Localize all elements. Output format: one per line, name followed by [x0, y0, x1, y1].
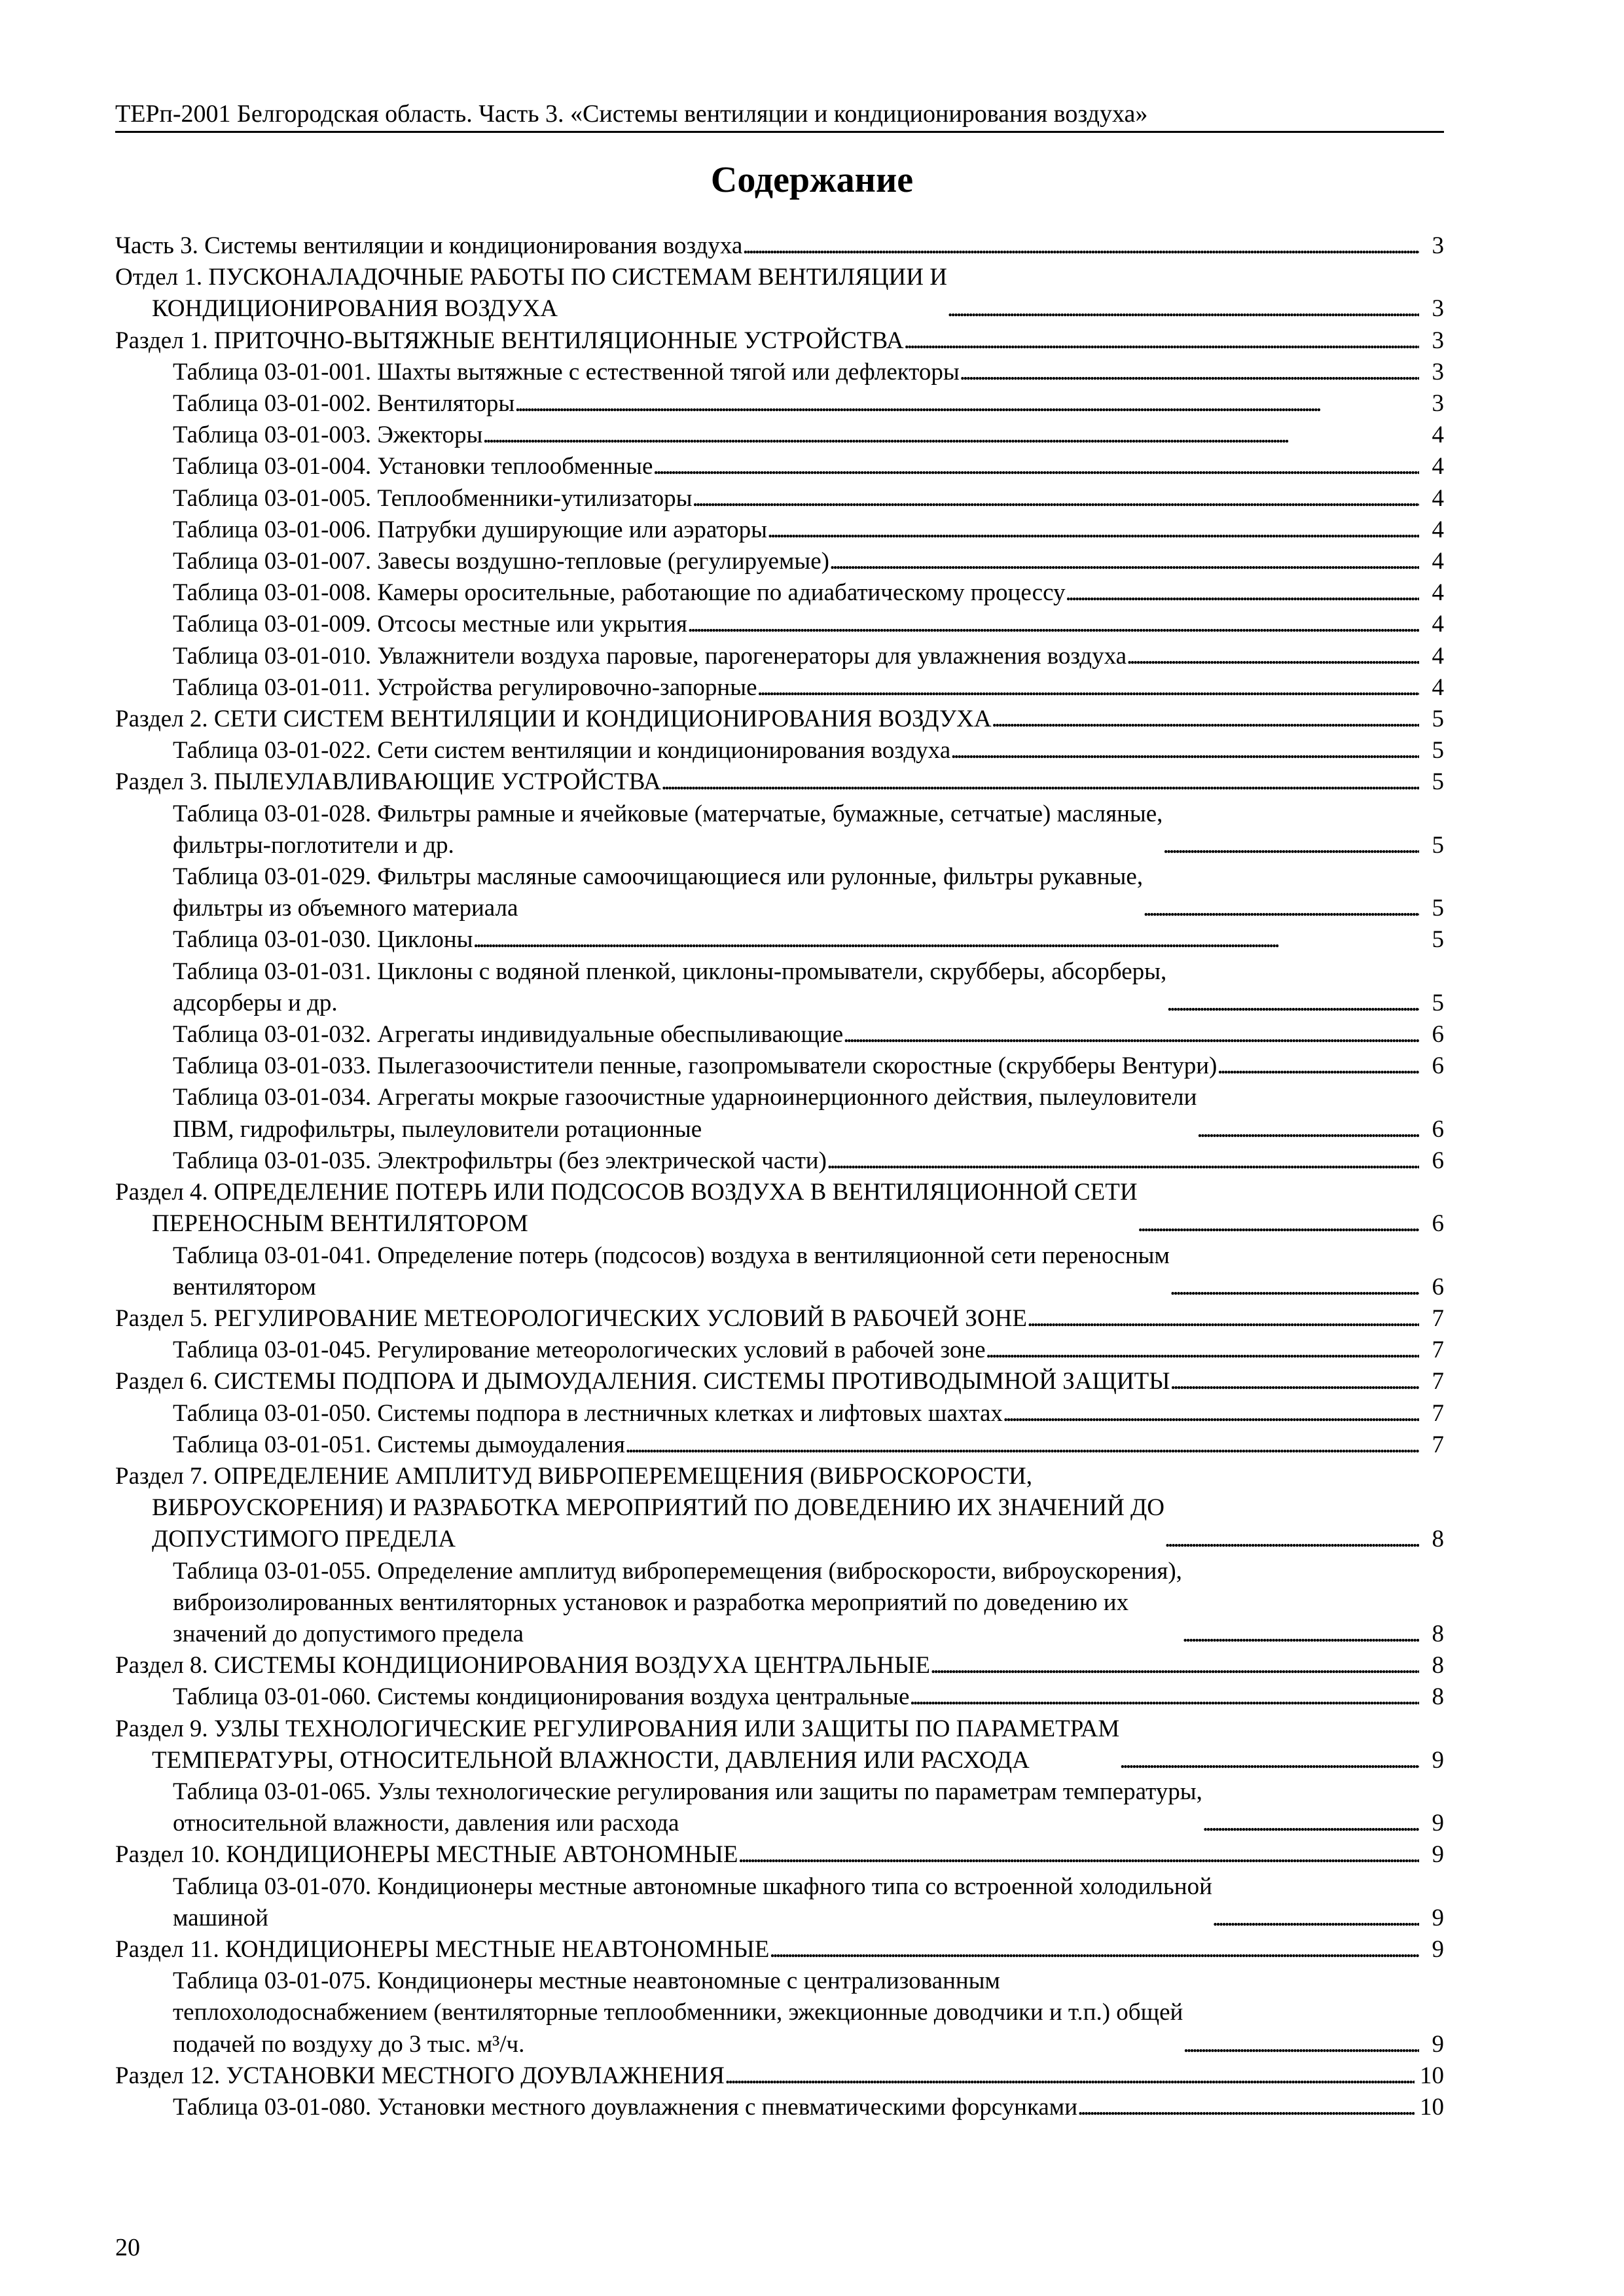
dot-leader — [1202, 1808, 1419, 1839]
toc-page-number: 9 — [1432, 1746, 1444, 1774]
toc-section-entry[interactable] — [115, 1303, 1444, 1335]
toc-entry-line: Таблица 03-01-007. Завесы воздушно-тепловые (регулируемые) — [173, 548, 829, 575]
toc-entry-line: Таблица 03-01-060. Системы кондиционирования воздуха центральные — [173, 1683, 910, 1711]
toc-entry-line: относительной влажности, давления или расхода — [173, 1810, 679, 1837]
toc-entry-text — [115, 2060, 725, 2092]
toc-entry-line: виброизолированных вентиляторных установок и разработка мероприятий по доведению их — [173, 1588, 1129, 1616]
dot-leader — [904, 325, 1419, 357]
toc-page-number: 4 — [1432, 453, 1444, 480]
toc-entry-text — [173, 735, 950, 766]
toc-page-number: 5 — [1432, 737, 1444, 764]
toc-entry-text — [173, 514, 767, 546]
dot-leader — [829, 546, 1419, 577]
toc-entry-text — [173, 1871, 1212, 1934]
toc-entry-line: Часть 3. Системы вентиляции и кондиционирования воздуха — [115, 232, 743, 259]
toc-section-entry[interactable] — [115, 2060, 1444, 2092]
toc-entry-line: Таблица 03-01-075. Кондиционеры местные неавтономные с централизованным — [173, 1967, 1000, 1995]
toc-page-number: 9 — [1432, 1935, 1444, 1963]
toc-section-entry[interactable] — [115, 325, 1444, 357]
toc-entry-line: ПВМ, гидрофильтры, пылеуловители ротационные — [173, 1115, 702, 1143]
toc-entry-line: Раздел 5. РЕГУЛИРОВАНИЕ МЕТЕОРОЛОГИЧЕСКИХ УСЛОВИЙ В РАБОЧЕЙ ЗОНЕ — [115, 1304, 1027, 1332]
dot-leader — [738, 1839, 1419, 1871]
dot-leader — [769, 1934, 1419, 1965]
dot-leader — [960, 357, 1419, 388]
toc-entry-text — [173, 1965, 1183, 2060]
toc-table-entry[interactable] — [115, 672, 1444, 704]
toc-entry-text — [173, 861, 1143, 924]
dot-leader — [687, 609, 1419, 640]
toc-entry-text — [173, 546, 829, 577]
dot-leader — [473, 924, 1419, 956]
toc-entry-line: Таблица 03-01-005. Теплообменники-утилизаторы — [173, 484, 693, 512]
toc-entry-line: Таблица 03-01-010. Увлажнители воздуха паровые, парогенераторы для увлажнения воздуха — [173, 642, 1127, 670]
toc-entry-text — [173, 357, 960, 388]
toc-entry-line: Таблица 03-01-045. Регулирование метеорологических условий в рабочей зоне — [173, 1336, 986, 1364]
toc-entry-line: Таблица 03-01-030. Циклоны — [173, 926, 473, 954]
toc-table-entry[interactable] — [115, 1965, 1444, 2060]
toc-page-number: 3 — [1432, 327, 1444, 354]
toc-entry-line: Раздел 9. УЗЛЫ ТЕХНОЛОГИЧЕСКИЕ РЕГУЛИРОВАНИЯ ИЛИ ЗАЩИТЫ ПО ПАРАМЕТРАМ — [115, 1715, 1120, 1742]
toc-entry-text — [173, 2092, 1077, 2123]
toc-page-number: 8 — [1432, 1526, 1444, 1553]
toc-entry-text — [173, 1776, 1202, 1839]
dot-leader — [1197, 1114, 1419, 1145]
toc-table-entry[interactable] — [115, 1871, 1444, 1934]
dot-leader — [1212, 1903, 1419, 1934]
toc-entry-text — [173, 924, 473, 956]
toc-entry-line: фильтры-поглотители и др. — [173, 831, 454, 859]
toc-entry-text — [173, 1398, 1003, 1429]
toc-entry-line: Таблица 03-01-009. Отсосы местные или укрытия — [173, 611, 687, 638]
toc-entry-line: КОНДИЦИОНИРОВАНИЯ ВОЗДУХА — [152, 295, 558, 323]
toc-page-number: 5 — [1432, 706, 1444, 733]
toc-page-number: 4 — [1432, 673, 1444, 701]
toc-entry-text — [173, 1556, 1182, 1651]
toc-page-number: 3 — [1432, 232, 1444, 259]
toc-entry-line: Таблица 03-01-041. Определение потерь (подсосов) воздуха в вентиляционной сети переносным — [173, 1242, 1170, 1269]
dot-leader — [725, 2060, 1415, 2092]
toc-entry-line: ДОПУСТИМОГО ПРЕДЕЛА — [152, 1526, 456, 1553]
toc-entry-line: вентилятором — [173, 1273, 316, 1300]
toc-entry-text — [173, 1082, 1197, 1145]
dot-leader — [514, 388, 1419, 420]
toc-entry-text — [173, 672, 757, 704]
toc-entry-line: ПЕРЕНОСНЫМ ВЕНТИЛЯТОРОМ — [152, 1210, 528, 1238]
toc-table-entry[interactable] — [115, 956, 1444, 1019]
toc-table-entry[interactable] — [115, 1335, 1444, 1366]
toc-entry-text — [173, 420, 482, 451]
toc-page-number: 6 — [1432, 1115, 1444, 1143]
toc-table-entry[interactable] — [115, 861, 1444, 924]
toc-entry-text — [173, 1019, 843, 1050]
dot-leader — [1166, 988, 1419, 1019]
toc-entry-line: Таблица 03-01-080. Установки местного доувлажнения с пневматическими форсунками — [173, 2093, 1078, 2121]
toc-table-entry[interactable] — [115, 1776, 1444, 1839]
toc-table-entry[interactable] — [115, 609, 1444, 640]
toc-page-number: 8 — [1432, 1652, 1444, 1679]
toc-entry-line: ТЕМПЕРАТУРЫ, ОТНОСИТЕЛЬНОЙ ВЛАЖНОСТИ, ДАВЛЕНИЯ ИЛИ РАСХОДА — [152, 1746, 1030, 1774]
toc-table-entry[interactable] — [115, 577, 1444, 609]
toc-entry-text — [115, 1461, 1164, 1556]
dot-leader — [625, 1429, 1419, 1461]
toc-entry-text — [115, 230, 742, 262]
toc-entry-text — [173, 451, 653, 482]
toc-page-number: 3 — [1432, 390, 1444, 418]
toc-entry-text — [173, 1681, 909, 1713]
dot-leader — [1182, 1619, 1419, 1650]
toc-entry-text — [173, 609, 687, 640]
toc-entry-line: Таблица 03-01-003. Эжекторы — [173, 422, 483, 449]
toc-page-number: 4 — [1432, 642, 1444, 670]
dot-leader — [909, 1681, 1419, 1713]
toc-page-number: 3 — [1432, 295, 1444, 323]
toc-entry-line: Таблица 03-01-050. Системы подпора в лестничных клетках и лифтовых шахтах — [173, 1399, 1003, 1427]
dot-leader — [1077, 2092, 1415, 2123]
toc-entry-line: подачей по воздуху до 3 тыс. м³/ч. — [173, 2030, 525, 2058]
toc-page-number: 4 — [1432, 422, 1444, 449]
toc-entry-line: Таблица 03-01-065. Узлы технологические регулирования или защиты по параметрам температуры, — [173, 1778, 1202, 1805]
dot-leader — [653, 451, 1419, 482]
toc-page-number: 4 — [1432, 548, 1444, 575]
toc-entry-text — [115, 1934, 769, 1965]
toc-page-number: 7 — [1432, 1304, 1444, 1332]
toc-table-entry[interactable] — [115, 798, 1444, 861]
toc-entry-line: Отдел 1. ПУСКОНАЛАДОЧНЫЕ РАБОТЫ ПО СИСТЕМАМ ВЕНТИЛЯЦИИ И — [115, 264, 947, 291]
dot-leader — [1066, 577, 1419, 609]
toc-page-number: 5 — [1432, 895, 1444, 922]
toc-section-entry[interactable] — [115, 1934, 1444, 1965]
toc-entry-line: фильтры из объемного материала — [173, 895, 518, 922]
toc-entry-text — [115, 262, 947, 325]
page-title: Содержание — [710, 160, 914, 200]
toc-entry-line: Раздел 4. ОПРЕДЕЛЕНИЕ ПОТЕРЬ ИЛИ ПОДСОСОВ ВОЗДУХА В ВЕНТИЛЯЦИОННОЙ СЕТИ — [115, 1179, 1138, 1206]
toc-page-number: 4 — [1432, 516, 1444, 543]
toc-entry-text — [173, 1050, 1217, 1082]
toc-entry-line: адсорберы и др. — [173, 989, 338, 1016]
toc-entry-line: Таблица 03-01-031. Циклоны с водяной пленкой, циклоны-промыватели, скрубберы, абсорберы, — [173, 958, 1167, 985]
toc-entry-line: Таблица 03-01-028. Фильтры рамные и ячейковые (матерчатые, бумажные, сетчатые) масляные, — [173, 800, 1163, 827]
toc-entry-line: Таблица 03-01-070. Кондиционеры местные автономные шкафного типа со встроенной холодильной — [173, 1873, 1212, 1900]
toc-entry-text — [115, 704, 992, 735]
table-of-contents — [115, 230, 1444, 2123]
toc-entry-line: Таблица 03-01-006. Патрубки душирующие или аэраторы — [173, 516, 767, 543]
toc-page-number: 6 — [1432, 1052, 1444, 1080]
toc-entry-text — [115, 1366, 1170, 1397]
toc-page-number: 9 — [1432, 1904, 1444, 1931]
toc-entry-text — [115, 1303, 1027, 1335]
toc-section-entry[interactable] — [115, 1366, 1444, 1397]
toc-page-number: 5 — [1432, 768, 1444, 796]
toc-table-entry[interactable] — [115, 924, 1444, 956]
toc-entry-text — [115, 1713, 1119, 1776]
toc-entry-line: теплохолодоснабжением (вентиляторные теплообменники, эжекционные доводчики и т.п.) общей — [173, 1999, 1183, 2026]
toc-table-entry[interactable] — [115, 735, 1444, 766]
toc-page-number: 3 — [1432, 358, 1444, 386]
dot-leader — [950, 735, 1419, 766]
toc-page-number: 7 — [1432, 1431, 1444, 1458]
toc-table-entry[interactable] — [115, 1398, 1444, 1429]
toc-section-entry[interactable] — [115, 766, 1444, 798]
toc-section-entry[interactable] — [115, 1650, 1444, 1681]
toc-entry-line: Раздел 7. ОПРЕДЕЛЕНИЕ АМПЛИТУД ВИБРОПЕРЕМЕЩЕНИЯ (ВИБРОСКОРОСТИ, — [115, 1462, 1033, 1490]
toc-section-entry[interactable] — [115, 1713, 1444, 1776]
toc-entry-text — [115, 766, 661, 798]
toc-table-entry[interactable] — [115, 1019, 1444, 1050]
toc-entry-line: Таблица 03-01-002. Вентиляторы — [173, 390, 515, 418]
toc-page-number: 8 — [1432, 1683, 1444, 1711]
dot-leader — [692, 483, 1419, 514]
toc-page-number: 5 — [1432, 926, 1444, 954]
dot-leader — [930, 1650, 1419, 1681]
toc-page-number: 9 — [1432, 2030, 1444, 2058]
toc-entry-line: Таблица 03-01-055. Определение амплитуд виброперемещения (виброскорости, виброускорения), — [173, 1557, 1182, 1585]
running-header: ТЕРп-2001 Белгородская область. Часть 3. «Системы вентиляции и кондиционирования воздуха» — [115, 98, 1444, 133]
toc-entry-text — [173, 1240, 1170, 1303]
toc-entry-line: Раздел 2. СЕТИ СИСТЕМ ВЕНТИЛЯЦИИ И КОНДИЦИОНИРОВАНИЯ ВОЗДУХА — [115, 706, 992, 733]
dot-leader — [992, 704, 1419, 735]
dot-leader — [1119, 1745, 1419, 1776]
toc-page-number: 5 — [1432, 989, 1444, 1016]
toc-entry-text — [115, 1177, 1138, 1240]
toc-entry-line: Таблица 03-01-051. Системы дымоудаления — [173, 1431, 625, 1458]
toc-table-entry[interactable] — [115, 483, 1444, 514]
toc-table-entry[interactable] — [115, 420, 1444, 451]
dot-leader — [947, 293, 1419, 325]
toc-entry-line: Таблица 03-01-008. Камеры оросительные, работающие по адиабатическому процессу — [173, 579, 1066, 607]
toc-table-entry[interactable] — [115, 1556, 1444, 1651]
toc-table-entry[interactable] — [115, 1082, 1444, 1145]
toc-entry-text — [173, 388, 514, 420]
dot-leader — [1003, 1398, 1419, 1429]
toc-page-number: 4 — [1432, 611, 1444, 638]
toc-entry-text — [115, 1650, 930, 1681]
dot-leader — [827, 1145, 1419, 1177]
dot-leader — [1027, 1303, 1419, 1335]
toc-table-entry[interactable] — [115, 1681, 1444, 1713]
toc-entry-line: Раздел 10. КОНДИЦИОНЕРЫ МЕСТНЫЕ АВТОНОМНЫЕ — [115, 1841, 738, 1869]
toc-entry-line: Таблица 03-01-034. Агрегаты мокрые газоочистные ударноинерционного действия, пылеуловители — [173, 1084, 1197, 1111]
toc-entry-line: Таблица 03-01-035. Электрофильтры (без электрической части) — [173, 1147, 827, 1174]
toc-entry-text — [173, 956, 1166, 1019]
toc-entry-text — [173, 1145, 827, 1177]
dot-leader — [1170, 1272, 1419, 1303]
toc-section-entry[interactable] — [115, 704, 1444, 735]
dot-leader — [767, 514, 1419, 546]
dot-leader — [1217, 1050, 1419, 1082]
toc-page-number: 5 — [1432, 831, 1444, 859]
toc-entry-text — [173, 483, 692, 514]
toc-entry-line: машиной — [173, 1904, 268, 1931]
toc-table-entry[interactable] — [115, 514, 1444, 546]
toc-entry-line: Таблица 03-01-032. Агрегаты индивидуальные обеспыливающие — [173, 1021, 844, 1049]
toc-table-entry[interactable] — [115, 546, 1444, 577]
dot-leader — [742, 230, 1419, 262]
toc-section-entry[interactable] — [115, 262, 1444, 325]
toc-entry-line: Таблица 03-01-033. Пылегазоочистители пенные, газопромыватели скоростные (скрубберы Вентури) — [173, 1052, 1218, 1080]
dot-leader — [1143, 893, 1419, 924]
toc-entry-line: ВИБРОУСКОРЕНИЯ) И РАЗРАБОТКА МЕРОПРИЯТИЙ ПО ДОВЕДЕНИЮ ИХ ЗНАЧЕНИЙ ДО — [152, 1494, 1165, 1522]
toc-page-number: 7 — [1432, 1399, 1444, 1427]
dot-leader — [661, 766, 1419, 798]
toc-table-entry[interactable] — [115, 388, 1444, 420]
toc-table-entry[interactable] — [115, 357, 1444, 388]
dot-leader — [1183, 2029, 1419, 2060]
toc-entry-text — [115, 325, 904, 357]
toc-page-number: 6 — [1432, 1210, 1444, 1238]
dot-leader — [1163, 830, 1419, 861]
toc-page-number: 8 — [1432, 1620, 1444, 1647]
toc-page-number: 4 — [1432, 484, 1444, 512]
toc-table-entry[interactable] — [115, 1240, 1444, 1303]
dot-leader — [1164, 1524, 1419, 1555]
page-number: 20 — [115, 2234, 140, 2261]
toc-entry-text — [115, 1839, 738, 1871]
toc-page-number: 10 — [1420, 2062, 1444, 2089]
dot-leader — [843, 1019, 1419, 1050]
toc-entry-line: Таблица 03-01-001. Шахты вытяжные с естественной тягой или дефлекторы — [173, 358, 960, 386]
toc-entry-text — [173, 798, 1163, 861]
toc-table-entry[interactable] — [115, 2092, 1444, 2123]
toc-entry-text — [173, 641, 1127, 672]
toc-table-entry[interactable] — [115, 1145, 1444, 1177]
toc-page-number: 9 — [1432, 1841, 1444, 1869]
toc-page-number: 6 — [1432, 1021, 1444, 1049]
toc-section-entry[interactable] — [115, 1839, 1444, 1871]
toc-entry-line: Раздел 11. КОНДИЦИОНЕРЫ МЕСТНЫЕ НЕАВТОНОМНЫЕ — [115, 1935, 770, 1963]
toc-entry-line: Раздел 8. СИСТЕМЫ КОНДИЦИОНИРОВАНИЯ ВОЗДУХА ЦЕНТРАЛЬНЫЕ — [115, 1652, 930, 1679]
toc-page-number: 4 — [1432, 579, 1444, 607]
toc-entry-line: Раздел 3. ПЫЛЕУЛАВЛИВАЮЩИЕ УСТРОЙСТВА — [115, 768, 661, 796]
dot-leader — [1138, 1208, 1419, 1240]
toc-entry-line: Раздел 1. ПРИТОЧНО-ВЫТЯЖНЫЕ ВЕНТИЛЯЦИОННЫЕ УСТРОЙСТВА — [115, 327, 904, 354]
toc-entry-line: значений до допустимого предела — [173, 1620, 524, 1647]
toc-section-entry[interactable] — [115, 1177, 1444, 1240]
toc-entry-line: Раздел 12. УСТАНОВКИ МЕСТНОГО ДОУВЛАЖНЕНИЯ — [115, 2062, 725, 2089]
toc-entry-line: Таблица 03-01-022. Сети систем вентиляции и кондиционирования воздуха — [173, 737, 951, 764]
toc-entry-text — [173, 1335, 986, 1366]
toc-table-entry[interactable] — [115, 451, 1444, 482]
toc-page-number: 9 — [1432, 1810, 1444, 1837]
dot-leader — [986, 1335, 1419, 1366]
toc-table-entry[interactable] — [115, 641, 1444, 672]
dot-leader — [757, 672, 1419, 704]
toc-section-entry[interactable] — [115, 230, 1444, 262]
toc-entry-line: Таблица 03-01-004. Установки теплообменные — [173, 453, 653, 480]
toc-entry-text — [173, 1429, 625, 1461]
dot-leader — [482, 420, 1419, 451]
toc-page-number: 10 — [1420, 2093, 1444, 2121]
toc-entry-line: Таблица 03-01-011. Устройства регулировочно-запорные — [173, 673, 757, 701]
dot-leader — [1127, 641, 1419, 672]
toc-entry-text — [173, 577, 1066, 609]
toc-table-entry[interactable] — [115, 1050, 1444, 1082]
toc-entry-line: Раздел 6. СИСТЕМЫ ПОДПОРА И ДЫМОУДАЛЕНИЯ. СИСТЕМЫ ПРОТИВОДЫМНОЙ ЗАЩИТЫ — [115, 1368, 1170, 1395]
toc-page-number: 7 — [1432, 1336, 1444, 1364]
toc-entry-line: Таблица 03-01-029. Фильтры масляные самоочищающиеся или рулонные, фильтры рукавные, — [173, 863, 1144, 891]
toc-table-entry[interactable] — [115, 1429, 1444, 1461]
toc-section-entry[interactable] — [115, 1461, 1444, 1556]
toc-page-number: 6 — [1432, 1273, 1444, 1300]
toc-page-number: 7 — [1432, 1368, 1444, 1395]
dot-leader — [1170, 1366, 1419, 1397]
toc-page-number: 6 — [1432, 1147, 1444, 1174]
